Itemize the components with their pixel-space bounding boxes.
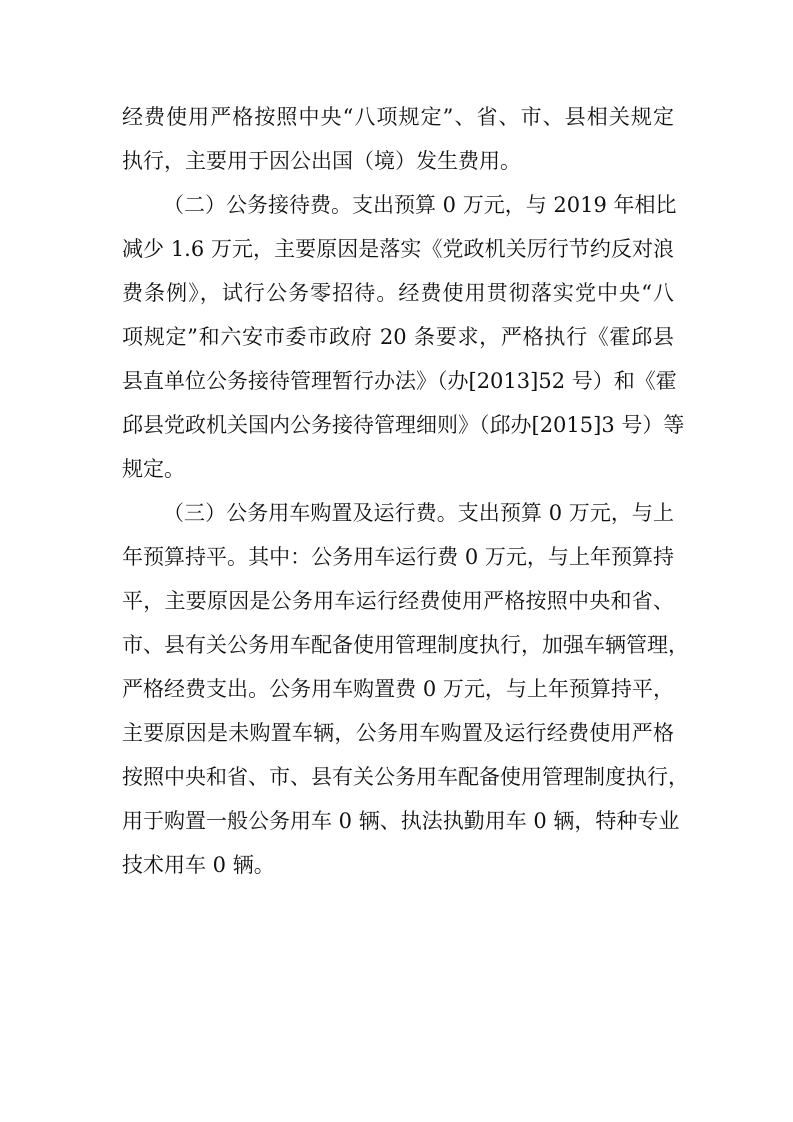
paragraph-reception-line-5: 县直单位公务接待管理暂行办法》（办[2013]52 号）和《霍 [122,369,677,393]
paragraph-vehicle-line-6: 主要原因是未购置车辆，公务用车购置及运行经费使用严格 [122,721,674,745]
paragraph-vehicle-line-3: 平，主要原因是公务用车运行经费使用严格按照中央和省、 [122,589,674,613]
paragraph-continuation-line-1: 经费使用严格按照中央“八项规定”、省、市、县相关规定 [122,105,674,129]
paragraph-reception-line-3: 费条例》，试行公务零招待。经费使用贯彻落实党中央“八 [122,281,674,305]
paragraph-reception-line-1: （二）公务接待费。支出预算 0 万元，与 2019 年相比 [163,193,677,217]
paragraph-reception-line-2: 减少 1.6 万元，主要原因是落实《党政机关厉行节约反对浪 [122,237,674,261]
paragraph-continuation-line-2: 执行，主要用于因公出国（境）发生费用。 [122,149,521,173]
paragraph-vehicle-line-9: 技术用车 0 辆。 [122,853,275,877]
paragraph-reception-line-4: 项规定”和六安市委市政府 20 条要求，严格执行《霍邱县 [122,325,674,349]
paragraph-vehicle-line-8: 用于购置一般公务用车 0 辆、执法执勤用车 0 辆，特种专业 [122,809,680,833]
paragraph-vehicle-line-1: （三）公务用车购置及运行费。支出预算 0 万元，与上 [163,501,674,525]
paragraph-reception-line-7: 规定。 [122,457,185,481]
paragraph-vehicle-line-7: 按照中央和省、市、县有关公务用车配备使用管理制度执行， [122,765,689,789]
paragraph-vehicle-line-2: 年预算持平。其中：公务用车运行费 0 万元，与上年预算持 [122,545,674,569]
paragraph-reception-line-6: 邱县党政机关国内公务接待管理细则》（邱办[2015]3 号）等 [122,413,685,437]
paragraph-vehicle-line-5: 严格经费支出。公务用车购置费 0 万元，与上年预算持平， [122,677,674,701]
paragraph-vehicle-line-4: 市、县有关公务用车配备使用管理制度执行，加强车辆管理， [122,633,689,657]
